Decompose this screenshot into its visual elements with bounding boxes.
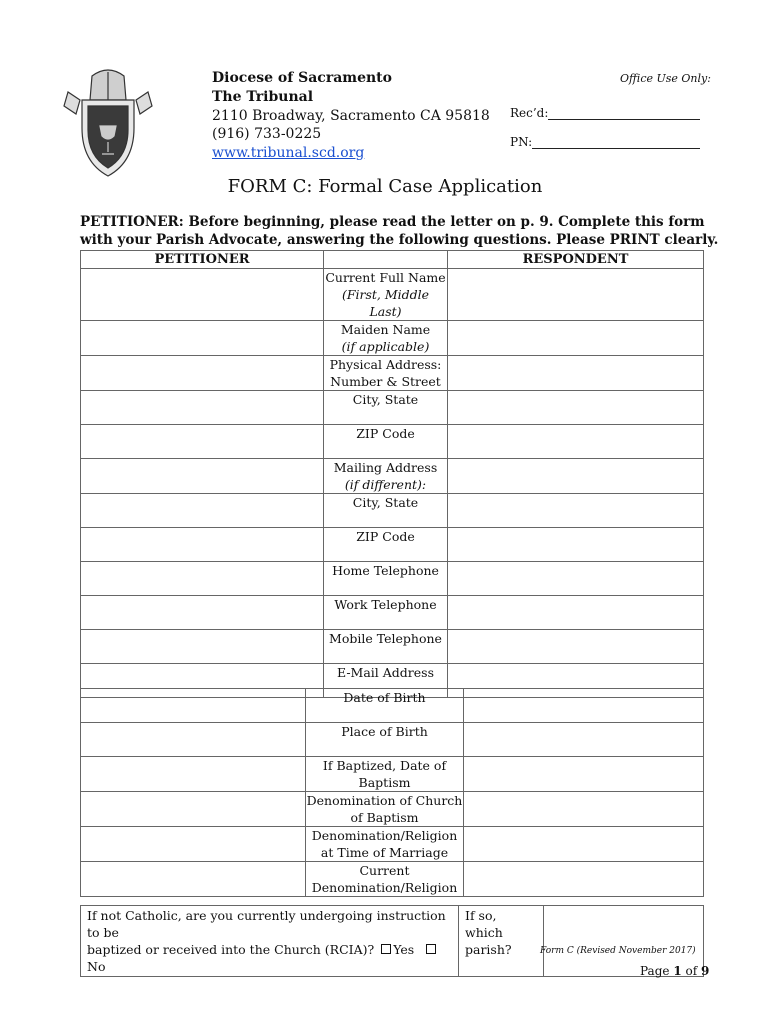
petitioner-baptism-church-cell[interactable] [81,792,306,827]
petitioner-dob-cell[interactable] [81,689,306,723]
parish-question [459,906,544,977]
table-row [81,391,704,425]
row-label: ZIP Code [324,425,448,459]
table-row [81,562,704,596]
petitioner-header: PETITIONER [81,251,324,269]
petitioner-street-cell[interactable] [81,356,324,391]
row-label: Maiden Name (if applicable) [324,321,448,356]
respondent-city-state-cell[interactable] [448,391,704,425]
diocese-name: Diocese of Sacramento [212,70,392,86]
yes-label: Yes [393,942,415,957]
row-label: If Baptized, Date of Baptism [306,757,464,792]
yes-checkbox[interactable] [381,944,391,954]
row-label: Work Telephone [324,596,448,630]
petitioner-marriage-religion-cell[interactable] [81,827,306,862]
pn-line [532,136,700,149]
rcia-question-line2: baptized or received into the Church (RCIA)? [87,942,375,957]
table-row [81,494,704,528]
row-label: Mailing Address (if different): [324,459,448,494]
respondent-dob-cell[interactable] [464,689,704,723]
respondent-mobile-phone-cell[interactable] [448,630,704,664]
petitioner-zip-cell[interactable] [81,425,324,459]
tribunal-phone: (916) 733-0225 [212,126,322,142]
respondent-full-name-cell[interactable] [448,269,704,321]
row-label: Home Telephone [324,562,448,596]
table-row [81,757,704,792]
pn-label: PN: [510,135,533,149]
form-title: FORM C: Formal Case Application [227,176,543,197]
petitioner-city-state-cell[interactable] [81,391,324,425]
table-header-row [81,251,704,269]
recd-label: Rec’d: [510,106,549,120]
tribunal-name: The Tribunal [212,89,314,105]
page-number: Page 1 of 9 [640,964,710,978]
contact-info-table [80,250,704,698]
tribunal-website-link[interactable]: www.tribunal.scd.org [212,145,365,161]
respondent-baptism-church-cell[interactable] [464,792,704,827]
row-label: E-Mail Address [324,664,448,698]
row-label: Current Full Name (First, Middle Last) [325,270,446,319]
rcia-question [81,906,459,977]
form-revision: Form C (Revised November 2017) [540,946,696,956]
respondent-birthplace-cell[interactable] [464,723,704,757]
table-row [81,827,704,862]
table-row [81,792,704,827]
row-label: Place of Birth [306,723,464,757]
respondent-baptism-date-cell[interactable] [464,757,704,792]
respondent-zip-cell[interactable] [448,425,704,459]
table-row [81,356,704,391]
respondent-work-phone-cell[interactable] [448,596,704,630]
respondent-mailing-zip-cell[interactable] [448,528,704,562]
respondent-mailing-city-cell[interactable] [448,494,704,528]
respondent-marriage-religion-cell[interactable] [464,827,704,862]
table-row [81,321,704,356]
row-label: Mobile Telephone [324,630,448,664]
rcia-table [80,905,704,977]
recd-field[interactable] [510,106,700,120]
petitioner-baptism-date-cell[interactable] [81,757,306,792]
diocese-crest-logo [58,66,158,182]
table-row [81,528,704,562]
respondent-maiden-name-cell[interactable] [448,321,704,356]
respondent-current-religion-cell[interactable] [464,862,704,897]
parish-question-line2: parish? [465,942,512,957]
respondent-header: RESPONDENT [448,251,704,269]
row-label: ZIP Code [324,528,448,562]
petitioner-mailing-city-cell[interactable] [81,494,324,528]
table-row [81,269,704,321]
pn-field[interactable] [510,135,700,149]
table-row [81,630,704,664]
tribunal-address: 2110 Broadway, Sacramento CA 95818 [212,108,490,124]
table-row [81,862,704,897]
instructions: PETITIONER: Before beginning, please read the letter on p. 9. Complete this form with your Parish Advocate, answering the following questions. Please PRINT clearly. [80,214,719,248]
table-row [81,459,704,494]
row-label: City, State [324,494,448,528]
petitioner-mobile-phone-cell[interactable] [81,630,324,664]
rcia-question-line1: If not Catholic, are you currently undergoing instruction to be [87,908,446,940]
row-label: Date of Birth [306,689,464,723]
petitioner-mailing-zip-cell[interactable] [81,528,324,562]
respondent-home-phone-cell[interactable] [448,562,704,596]
recd-line [548,107,700,120]
petitioner-home-phone-cell[interactable] [81,562,324,596]
parish-question-line1: If so, which [465,908,503,940]
petitioner-full-name-cell[interactable] [81,269,324,321]
table-row [81,906,704,977]
row-label: Current Denomination/Religion [306,862,464,897]
respondent-street-cell[interactable] [448,356,704,391]
respondent-mailing-address-cell[interactable] [448,459,704,494]
row-label: City, State [324,391,448,425]
row-label: Denomination/Religion at Time of Marriage [306,827,464,862]
no-label: No [87,959,106,974]
office-use-label: Office Use Only: [620,72,711,85]
header-spacer [324,251,448,269]
petitioner-mailing-address-cell[interactable] [81,459,324,494]
petitioner-maiden-name-cell[interactable] [81,321,324,356]
table-row [81,689,704,723]
table-row [81,596,704,630]
petitioner-current-religion-cell[interactable] [81,862,306,897]
petitioner-birthplace-cell[interactable] [81,723,306,757]
row-label: Denomination of Church of Baptism [306,793,463,825]
table-row [81,425,704,459]
row-label: Physical Address: Number & Street [324,356,448,391]
petitioner-work-phone-cell[interactable] [81,596,324,630]
no-checkbox[interactable] [426,944,436,954]
table-row [81,723,704,757]
birth-baptism-table [80,688,704,897]
